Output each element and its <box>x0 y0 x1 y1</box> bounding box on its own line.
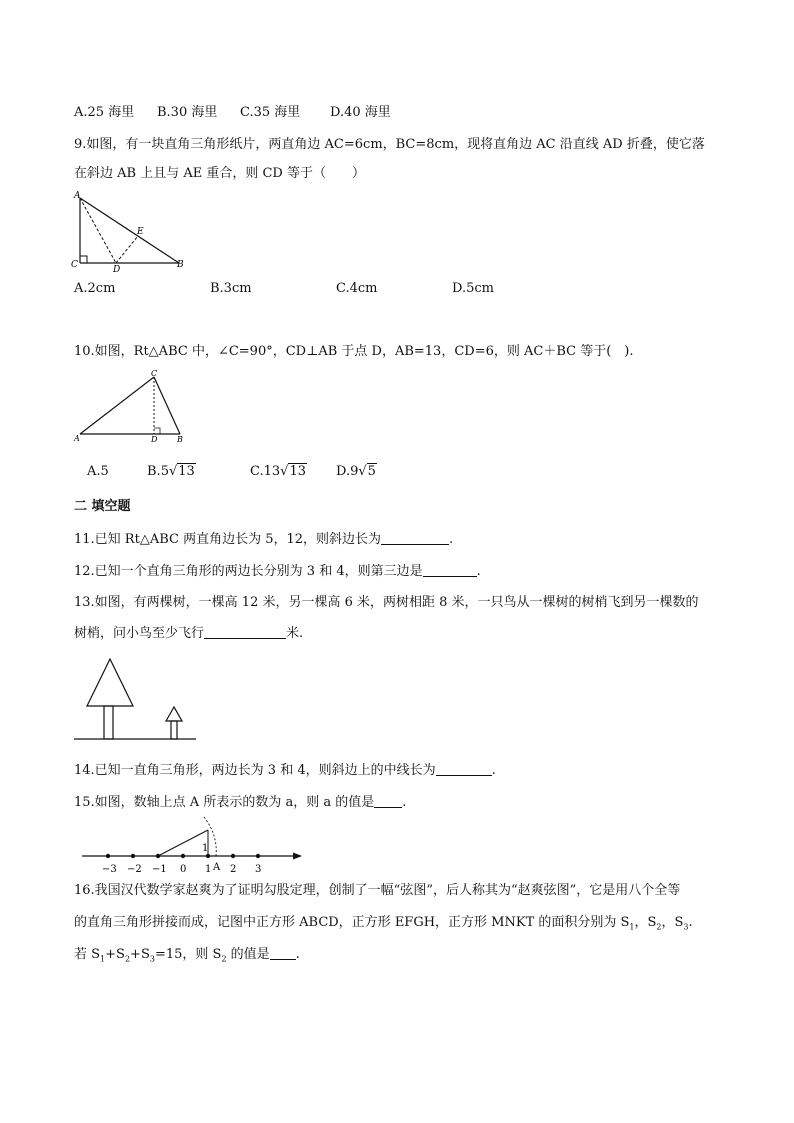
q16-line2-text: . <box>688 915 693 930</box>
tall-tree-crown <box>87 659 133 706</box>
hypotenuse-line <box>158 830 208 856</box>
number-line-tick <box>206 854 210 858</box>
q13-text-line2 <box>74 626 303 640</box>
q10-option-d-prefix: D. <box>336 464 351 479</box>
q11-text-after: . <box>449 532 454 547</box>
subscript: 3 <box>683 922 689 932</box>
q10-label-c: C <box>151 369 158 378</box>
q10-option-b-radicand: 13 <box>178 464 195 479</box>
q10-option-b <box>147 465 196 478</box>
q13-answer-blank[interactable] <box>204 626 286 639</box>
subscript: 1 <box>100 954 106 964</box>
short-tree-crown <box>166 707 182 721</box>
q16-text-line1: 16.我国汉代数学家赵爽为了证明勾股定理，创制了一幅“弦图”，后人称其为“赵爽弦图”，它是用八个全等 <box>74 883 681 898</box>
q10-label-d: D <box>151 435 158 444</box>
q13-text-before: 树梢，问小鸟至少飞行 <box>74 626 205 641</box>
q10-label-a: A <box>74 434 80 443</box>
q16-line2-text: ，S <box>661 915 684 930</box>
q15-text <box>74 795 406 809</box>
axis-arrow-icon <box>293 853 302 860</box>
q9-text-line1: 9.如图，有一块直角三角形纸片，两直角边 AC=6cm，BC=8cm，现将直角边 AC 沿直线 AD 折叠，使它落 <box>74 137 705 152</box>
subscript: 1 <box>629 922 635 932</box>
q16-line3-text: 的值是 <box>226 947 270 962</box>
q16-line3-text: =15，则 S <box>154 947 222 962</box>
tall-tree-trunk <box>104 706 113 739</box>
q9-text-line2: 在斜边 AB 上且与 AE 重合，则 CD 等于（ ） <box>74 166 365 181</box>
q10-option-c <box>250 465 307 478</box>
q9-label-d: D <box>113 265 121 272</box>
q10-text: 10.如图，Rt△ABC 中，∠C=90°，CD⊥AB 于点 D，AB=13，CD=6，则 AC＋BC 等于( ). <box>74 344 634 359</box>
q9-triangle-figure <box>68 190 188 272</box>
q15-height-label: 1 <box>202 843 209 854</box>
q16-line3-text: 若 S <box>74 947 101 962</box>
subscript: 2 <box>221 954 227 964</box>
q9-option-d: D.5cm <box>452 281 494 296</box>
number-line-tick-label: 0 <box>180 864 187 875</box>
q15-point-label: A <box>213 862 221 873</box>
q8-option-b: B.30 海里 <box>157 105 218 120</box>
number-line-tick-label: 2 <box>230 864 237 875</box>
q16-line2-text: 的直角三角形拼接而成，记图中正方形 ABCD，正方形 EFGH，正方形 MNKT 的面积分别为 S <box>74 915 630 930</box>
q14-text <box>74 763 496 777</box>
q15-text-after: . <box>402 795 407 810</box>
subscript: 2 <box>656 922 662 932</box>
q11-text-before: 11.已知 Rt△ABC 两直角边长为 5，12，则斜边长为 <box>74 532 382 547</box>
q10-option-a: A.5 <box>87 464 109 479</box>
q14-text-after: . <box>491 763 496 778</box>
q13-trees-figure <box>74 655 198 745</box>
q14-answer-blank[interactable] <box>436 763 492 776</box>
q9-option-a: A.2cm <box>74 281 116 296</box>
q16-answer-blank[interactable] <box>270 947 296 960</box>
q10-option-d-coef: 9 <box>350 464 359 479</box>
number-line-tick <box>156 854 160 858</box>
sqrt-icon: √ <box>358 464 367 479</box>
number-line-tick-label: 3 <box>255 864 262 875</box>
q9-label-a: A <box>74 191 81 201</box>
q10-option-d <box>336 465 377 478</box>
number-line-tick-label: 1 <box>205 864 212 875</box>
q9-label-e: E <box>137 227 144 237</box>
subscript: 2 <box>124 954 131 964</box>
q10-triangle-figure <box>70 368 192 444</box>
number-line-tick-label: −2 <box>127 864 142 875</box>
short-tree-trunk <box>171 721 177 739</box>
q16-line2-text: ，S <box>634 915 657 930</box>
q8-option-a: A.25 海里 <box>74 105 135 120</box>
sqrt-icon: √ <box>168 464 178 479</box>
q10-option-d-radicand: 5 <box>367 464 376 479</box>
q13-text-after: 米. <box>286 626 304 641</box>
q15-text-before: 15.如图，数轴上点 A 所表示的数为 a，则 a 的值是 <box>74 795 375 810</box>
q16-line3-text: . <box>295 947 300 962</box>
q9-label-c: C <box>71 260 78 270</box>
number-line-tick <box>181 854 185 858</box>
q15-number-line-figure <box>80 815 306 877</box>
subscript: 3 <box>149 954 155 964</box>
q8-option-c: C.35 海里 <box>240 105 301 120</box>
q16-line3-text: +S <box>130 947 150 962</box>
q16-text-line3 <box>74 947 300 964</box>
number-line-tick <box>256 854 260 858</box>
q16-text-line2 <box>74 916 693 932</box>
q9-option-b: B.3cm <box>210 281 252 296</box>
q10-label-b: B <box>177 435 183 444</box>
q11-text <box>74 532 453 546</box>
q10-option-c-radicand: 13 <box>289 464 307 479</box>
q11-answer-blank[interactable] <box>381 532 449 545</box>
q9-option-c: C.4cm <box>336 281 378 296</box>
q12-text <box>74 564 481 578</box>
q15-answer-blank[interactable] <box>374 795 402 808</box>
q10-option-c-coef: 13 <box>263 464 281 479</box>
q13-text-line1: 13.如图，有两棵树，一棵高 12 米，另一棵高 6 米，两树相距 8 米，一只鸟从一棵树的树梢飞到另一棵数的 <box>74 595 699 610</box>
q16-line3-text: +S <box>105 947 125 962</box>
section-title: 二 填空题 <box>74 499 131 514</box>
q8-option-d: D.40 海里 <box>330 105 391 120</box>
number-line-tick <box>106 854 110 858</box>
number-line-tick <box>231 854 235 858</box>
q12-text-after: . <box>476 564 481 579</box>
q12-text-before: 12.已知一个直角三角形的两边长分别为 3 和 4，则第三边是 <box>74 564 423 579</box>
q9-label-b: B <box>177 260 184 270</box>
q10-option-b-prefix: B. <box>147 464 161 479</box>
number-line-tick <box>131 854 135 858</box>
number-line-tick-label: −1 <box>152 864 167 875</box>
q10-option-b-coef: 5 <box>160 464 169 479</box>
q14-text-before: 14.已知一直角三角形，两边长为 3 和 4，则斜边上的中线长为 <box>74 763 436 778</box>
q10-option-c-prefix: C. <box>250 464 264 479</box>
number-line-tick-label: −3 <box>102 864 117 875</box>
q12-answer-blank[interactable] <box>423 564 477 577</box>
sqrt-icon: √ <box>280 464 289 479</box>
